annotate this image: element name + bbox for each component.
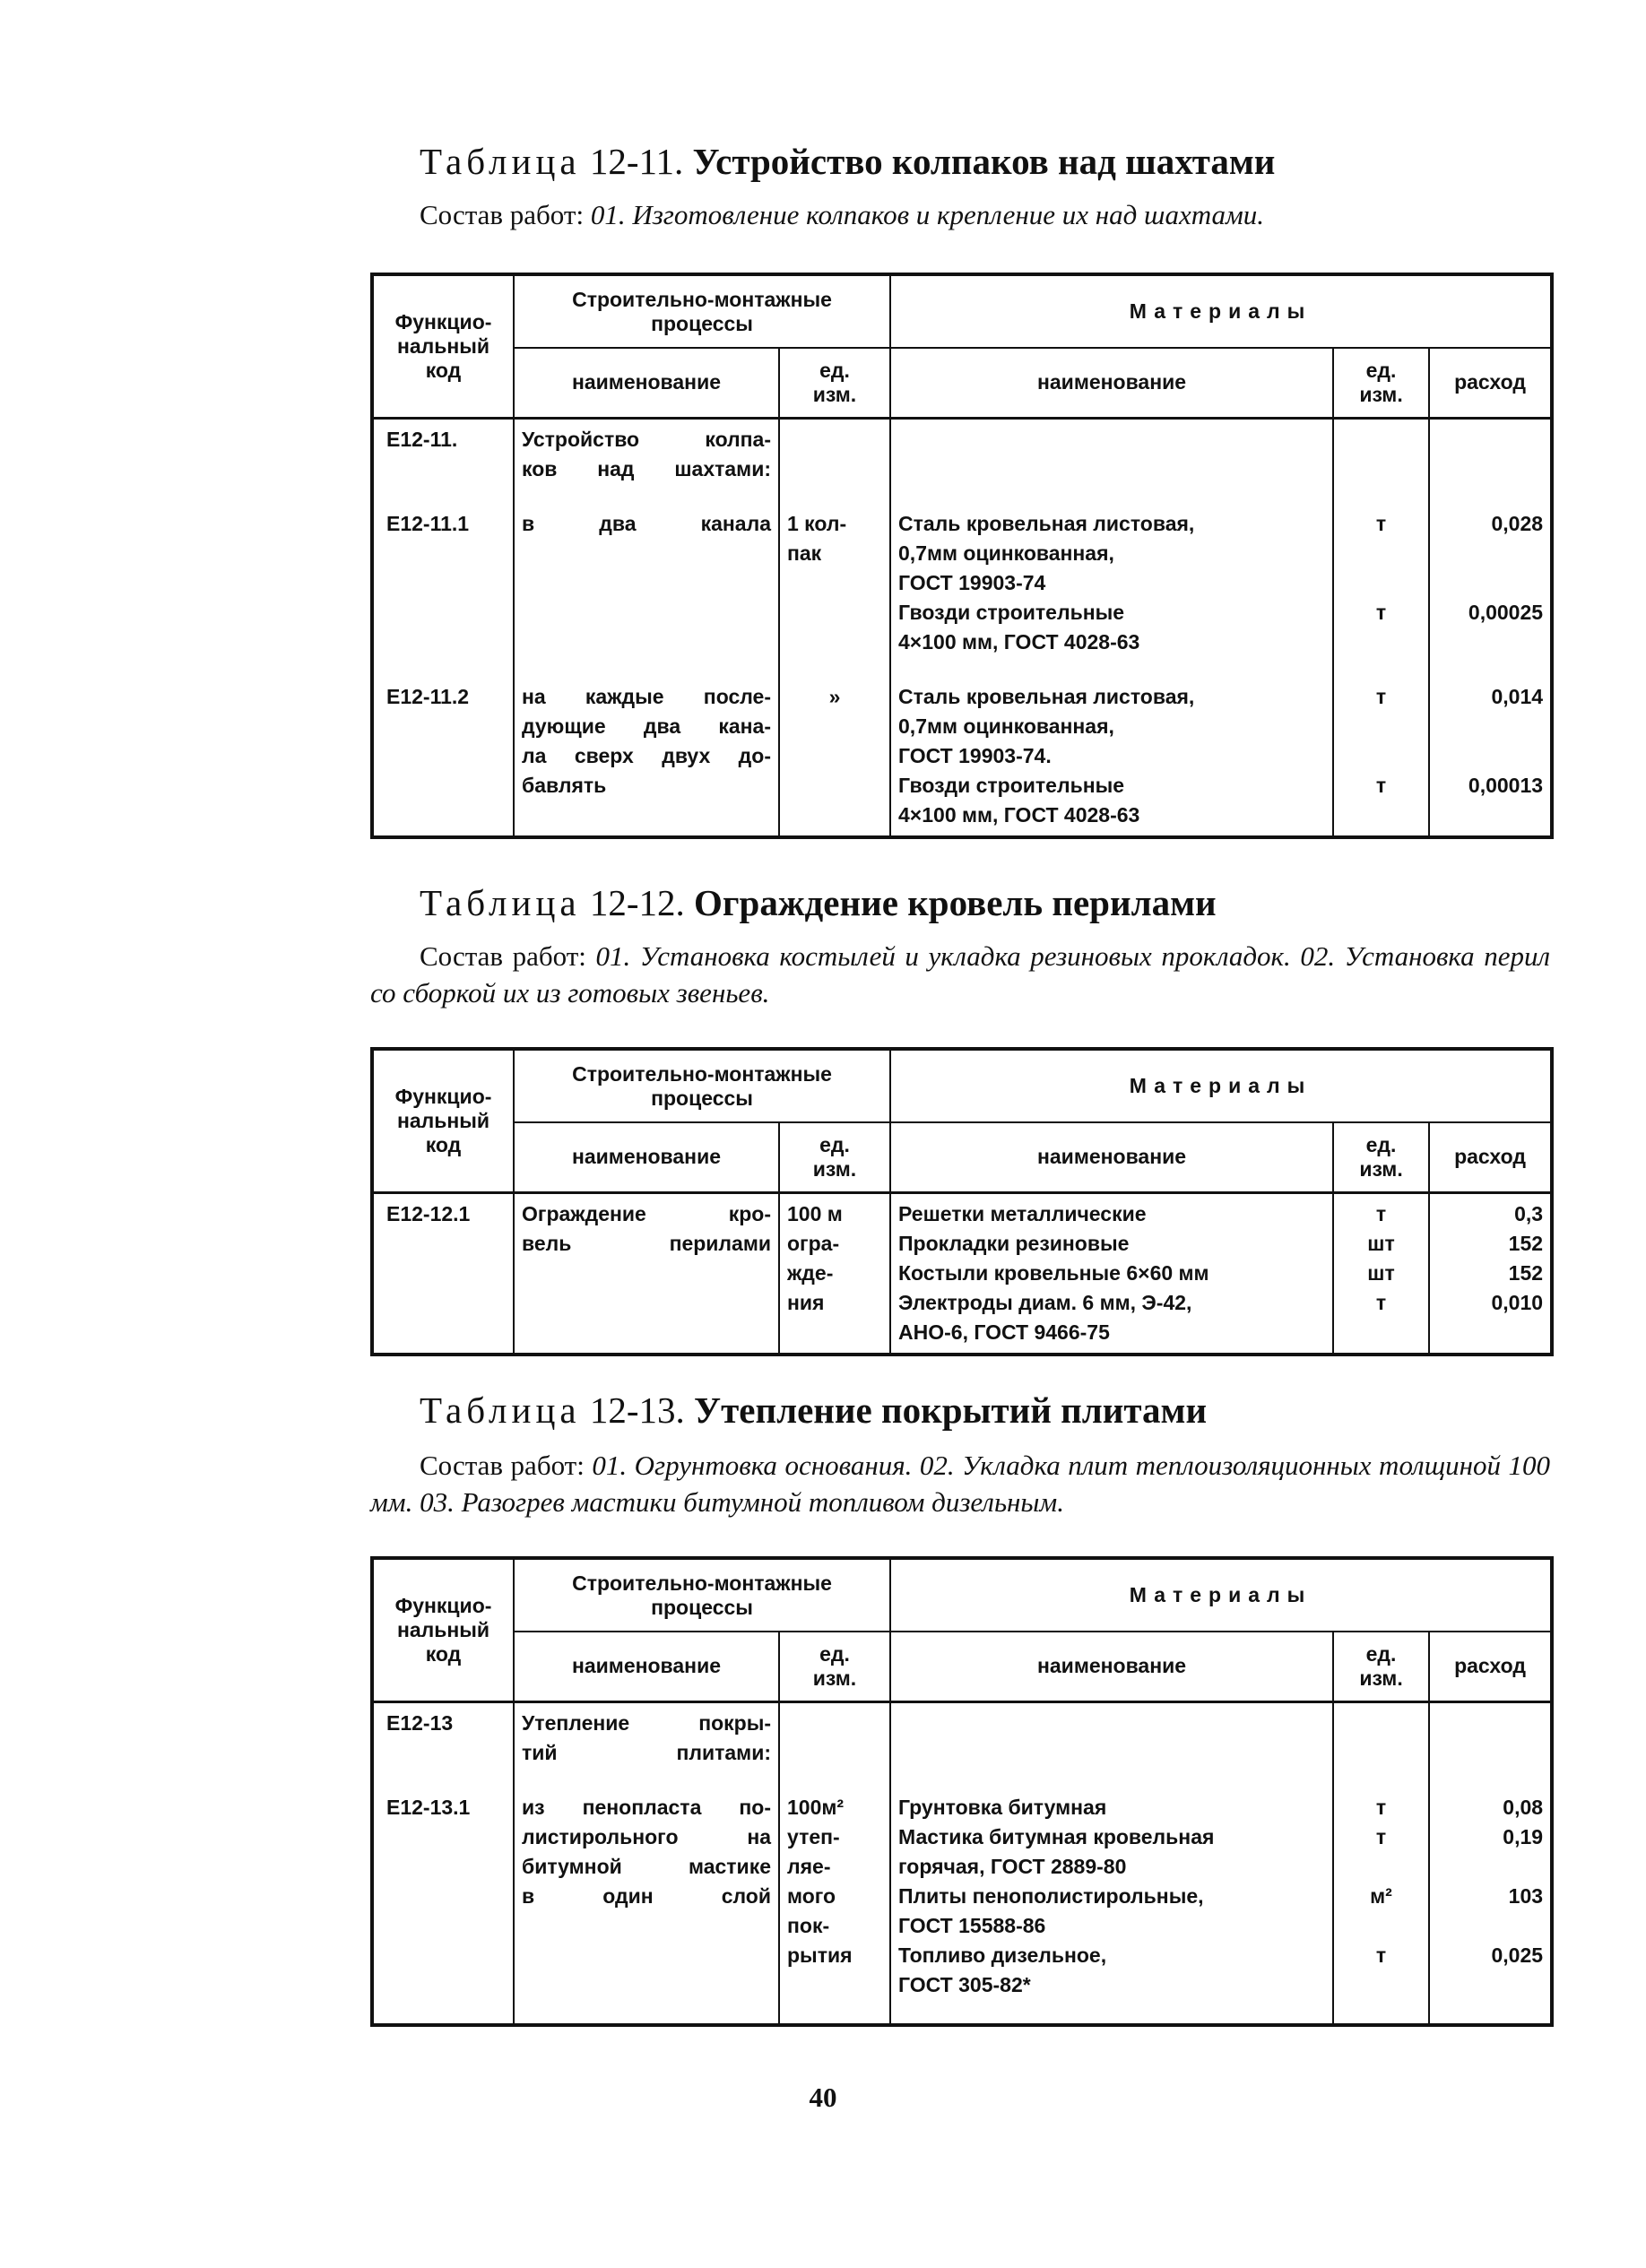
header-mat-name: наименование (890, 1632, 1333, 1701)
cell-text-line: 0,08 (1503, 1795, 1544, 1819)
cell-text-line: утеп- (787, 1824, 840, 1848)
cell-text-line: вель перилами (522, 1231, 771, 1255)
header-code: Функцио- нальный код (372, 1558, 514, 1701)
cell-text-line: Плиты пенополистирольные, (898, 1883, 1204, 1908)
cell-text-line: 0,00013 (1468, 773, 1544, 797)
cell-text-line: Устройство колпа- (522, 427, 771, 451)
header-mat-qty: расход (1429, 348, 1552, 418)
cell-code (372, 682, 514, 837)
table-title (370, 880, 1550, 925)
cell-process-name (514, 1192, 779, 1355)
cell-material-name (890, 1793, 1333, 2025)
cell-text-line: ляе- (787, 1854, 831, 1878)
cell-text-line: Сталь кровельная листовая, (898, 684, 1195, 708)
cell-text-line: шт (1367, 1231, 1395, 1255)
cell-text-line: т (1375, 600, 1387, 624)
cell-text-line: горячая, ГОСТ 2889-80 (898, 1854, 1127, 1878)
cell-text-line: тий плитами: (522, 1740, 771, 1764)
cell-text-line: 0,025 (1491, 1943, 1544, 1967)
header-proc-unit: ед. изм. (779, 348, 890, 418)
header-mat-qty: расход (1429, 1122, 1552, 1192)
cell-material-qty (1429, 1192, 1552, 1355)
cell-process-unit (779, 1701, 890, 1793)
cell-material-name (890, 1701, 1333, 1793)
cell-process-unit (779, 1192, 890, 1355)
cell-process-name (514, 1793, 779, 2025)
cell-text-line: т (1375, 1943, 1387, 1967)
cell-process-unit (779, 682, 890, 837)
table-row (372, 418, 1552, 509)
cell-process-name (514, 509, 779, 682)
cell-text-line: 152 (1508, 1260, 1544, 1285)
cell-material-name (890, 1192, 1333, 1355)
cell-text-line: 0,7мм оцинкованная, (898, 541, 1114, 565)
cell-text-line: из пенопласта по- (522, 1795, 771, 1819)
header-proc-unit: ед. изм. (779, 1632, 890, 1701)
table-label: Таблица (420, 1389, 581, 1431)
header-processes: Строительно-монтажные процессы (514, 274, 890, 348)
cell-text-line: в два канала (522, 511, 771, 535)
composition-text: 01. Установка костылей и укладка резиновых прокладок. 02. Установка перил со сборкой их из готовых звеньев. (370, 940, 1551, 1008)
cell-text-line: ния (787, 1290, 825, 1314)
work-composition (370, 196, 1550, 233)
header-materials: Материалы (890, 274, 1552, 348)
cell-text-line: мого (787, 1883, 836, 1908)
cell-text-line: т (1375, 773, 1387, 797)
header-mat-unit: ед. изм. (1333, 1632, 1429, 1701)
header-mat-name: наименование (890, 1122, 1333, 1192)
cell-text-line: т (1375, 1795, 1387, 1819)
cell-text-line: Ограждение кро- (522, 1201, 771, 1225)
header-mat-name: наименование (890, 348, 1333, 418)
cell-text-line: Е12-13 (386, 1710, 454, 1735)
cell-text-line: огра- (787, 1231, 840, 1255)
cell-text-line: бавлять (522, 773, 607, 797)
header-code: Функцио- нальный код (372, 274, 514, 418)
cell-process-unit (779, 1793, 890, 2025)
cell-text-line: м² (1370, 1883, 1392, 1908)
table-section-12-13 (370, 1388, 1550, 2027)
header-proc-name: наименование (514, 348, 779, 418)
cell-text-line: Е12-11.1 (386, 511, 470, 535)
cell-text-line: пак (787, 541, 822, 565)
header-mat-unit: ед. изм. (1333, 348, 1429, 418)
composition-label: Состав работ: (420, 940, 586, 972)
cell-process-name (514, 418, 779, 509)
cell-text-line: 0,19 (1503, 1824, 1544, 1848)
cell-text-line: листирольного на (522, 1824, 771, 1848)
cell-material-qty (1429, 1701, 1552, 1793)
cell-material-name (890, 418, 1333, 509)
cell-material-unit (1333, 1793, 1429, 2025)
cell-material-unit (1333, 418, 1429, 509)
cell-text-line: Е12-11. (386, 427, 458, 451)
norm-table (370, 1047, 1554, 1356)
header-proc-unit: ед. изм. (779, 1122, 890, 1192)
cell-code (372, 509, 514, 682)
cell-text-line: на каждые после- (522, 684, 771, 708)
cell-text-line: 152 (1508, 1231, 1544, 1255)
cell-text-line: Сталь кровельная листовая, (898, 511, 1195, 535)
cell-text-line: 0,014 (1491, 684, 1544, 708)
table-row (372, 1793, 1552, 2025)
table-title (370, 139, 1550, 184)
cell-code (372, 1192, 514, 1355)
table-row (372, 1192, 1552, 1355)
table-name: Утепление покрытий плитами (694, 1389, 1208, 1431)
table-name: Ограждение кровель перилами (694, 882, 1217, 923)
cell-text-line: дующие два кана- (522, 714, 771, 738)
cell-text-line: Решетки металлические (898, 1201, 1147, 1225)
cell-text-line: АНО-6, ГОСТ 9466-75 (898, 1320, 1110, 1344)
cell-text-line: Е12-13.1 (386, 1795, 471, 1819)
cell-text-line: 4×100 мм, ГОСТ 4028-63 (898, 802, 1140, 827)
cell-text-line: Гвозди строительные (898, 773, 1125, 797)
cell-text-line: т (1375, 1290, 1387, 1314)
cell-text-line: 1 кол- (787, 511, 847, 535)
cell-material-unit (1333, 509, 1429, 682)
cell-process-name (514, 1701, 779, 1793)
table-number: 12-13. (589, 1389, 685, 1431)
cell-text-line: Е12-11.2 (386, 684, 470, 708)
cell-material-name (890, 509, 1333, 682)
cell-text-line: 0,00025 (1468, 600, 1544, 624)
cell-text-line: Костыли кровельные 6×60 мм (898, 1260, 1209, 1285)
table-row (372, 682, 1552, 837)
cell-text-line: Гвозди строительные (898, 600, 1125, 624)
cell-text-line: ла сверх двух до- (522, 743, 771, 767)
table-row (372, 509, 1552, 682)
table-title (370, 1388, 1550, 1433)
table-label: Таблица (420, 882, 581, 923)
header-proc-name: наименование (514, 1122, 779, 1192)
header-mat-unit: ед. изм. (1333, 1122, 1429, 1192)
cell-text-line: т (1375, 511, 1387, 535)
table-row (372, 1701, 1552, 1793)
cell-text-line: 4×100 мм, ГОСТ 4028-63 (898, 629, 1140, 654)
cell-text-line: 100 м (787, 1201, 843, 1225)
cell-material-unit (1333, 1192, 1429, 1355)
cell-process-unit (779, 418, 890, 509)
header-materials: Материалы (890, 1558, 1552, 1632)
cell-material-unit (1333, 682, 1429, 837)
cell-material-qty (1429, 509, 1552, 682)
cell-text-line: битумной мастике (522, 1854, 771, 1878)
cell-text-line: т (1375, 684, 1387, 708)
cell-material-unit (1333, 1701, 1429, 1793)
cell-material-qty (1429, 682, 1552, 837)
composition-text: 01. Изготовление колпаков и крепление их над шахтами. (590, 199, 1265, 230)
cell-text-line: т (1375, 1201, 1387, 1225)
composition-label: Состав работ: (420, 1450, 585, 1481)
cell-text-line: Е12-12.1 (386, 1201, 471, 1225)
composition-label: Состав работ: (420, 199, 585, 230)
cell-text-line: т (1375, 1824, 1387, 1848)
cell-process-unit (779, 509, 890, 682)
header-code: Функцио- нальный код (372, 1049, 514, 1192)
header-processes: Строительно-монтажные процессы (514, 1049, 890, 1122)
norm-table (370, 1556, 1554, 2027)
cell-code (372, 1701, 514, 1793)
cell-text-line: 0,7мм оцинкованная, (898, 714, 1114, 738)
work-composition (370, 1447, 1550, 1520)
table-section-12-12 (370, 880, 1550, 1356)
cell-text-line: Утепление покры- (522, 1710, 771, 1735)
cell-code (372, 1793, 514, 2025)
cell-text-line: 103 (1508, 1883, 1544, 1908)
cell-text-line: ГОСТ 15588-86 (898, 1913, 1046, 1937)
page-number: 40 (809, 2082, 837, 2113)
cell-text-line: рытия (787, 1943, 853, 1967)
table-section-12-11 (370, 139, 1550, 839)
cell-text-line: шт (1367, 1260, 1395, 1285)
cell-text-line: ГОСТ 305-82* (898, 1972, 1031, 1996)
cell-text-line: Электроды диам. 6 мм, Э-42, (898, 1290, 1192, 1314)
table-number: 12-12. (589, 882, 685, 923)
cell-code (372, 418, 514, 509)
cell-text-line: Прокладки резиновые (898, 1231, 1130, 1255)
cell-text-line: Топливо дизельное, (898, 1943, 1107, 1967)
cell-material-name (890, 682, 1333, 837)
cell-text-line: 0,3 (1514, 1201, 1544, 1225)
cell-text-line: 100м² (787, 1795, 845, 1819)
cell-text-line: ков над шахтами: (522, 456, 771, 480)
table-label: Таблица (420, 141, 581, 182)
cell-text-line: 0,010 (1491, 1290, 1544, 1314)
table-name: Устройство колпаков над шахтами (692, 141, 1276, 182)
cell-process-name (514, 682, 779, 837)
header-processes: Строительно-монтажные процессы (514, 1558, 890, 1632)
header-proc-name: наименование (514, 1632, 779, 1701)
table-number: 12-11. (589, 141, 684, 182)
cell-text-line: » (828, 684, 841, 708)
norm-table (370, 273, 1554, 839)
work-composition (370, 938, 1550, 1011)
cell-text-line: Мастика битумная кровельная (898, 1824, 1215, 1848)
cell-text-line: жде- (787, 1260, 834, 1285)
cell-text-line: ГОСТ 19903-74. (898, 743, 1052, 767)
cell-text-line: 0,028 (1491, 511, 1544, 535)
cell-text-line: ГОСТ 19903-74 (898, 570, 1046, 594)
header-materials: Материалы (890, 1049, 1552, 1122)
header-mat-qty: расход (1429, 1632, 1552, 1701)
cell-text-line: в один слой (522, 1883, 771, 1908)
cell-material-qty (1429, 418, 1552, 509)
cell-text-line: Грунтовка битумная (898, 1795, 1107, 1819)
composition-text: 01. Огрунтовка основания. 02. Укладка плит теплоизоляционных толщиной 100 мм. 03. Разогрев мастики битумной топливом дизельным. (370, 1450, 1550, 1518)
cell-material-qty (1429, 1793, 1552, 2025)
cell-text-line: пок- (787, 1913, 830, 1937)
